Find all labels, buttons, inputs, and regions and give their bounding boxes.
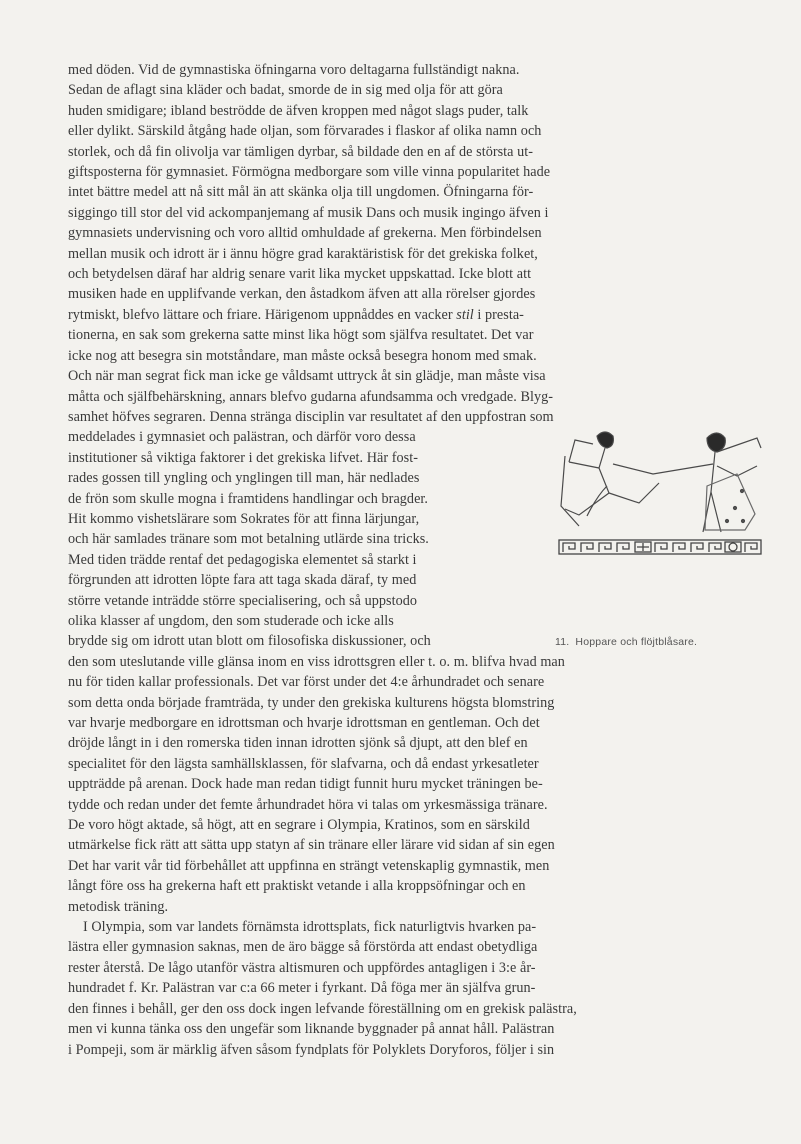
text-line: långt före oss ha grekerna haft ett praktiskt vetande i alla kroppsöfningar och en [68, 878, 526, 895]
text-line: metodisk träning. [68, 898, 169, 915]
text-line: Med tiden trädde rentaf det pedagogiska elementet så starkt i [68, 551, 417, 568]
text-line: som detta onda började framträda, ty under den grekiska kulturens högsta blomstring [68, 694, 555, 711]
text-line: giftsposterna för gymnasiet. Förmögna medborgare som ville vinna popularitet hade [68, 164, 551, 181]
text-line: den som uteslutande ville glänsa inom en viss idrottsgren eller t. o. m. blifva hvad man [68, 653, 565, 670]
text-line: med döden. Vid de gymnastiska öfningarna voro deltagarna fullständigt nakna. [68, 62, 520, 78]
vase-figure [557, 548, 771, 632]
text-line: rades gossen till yngling och ynglingen till man, här nedlades [68, 470, 420, 487]
text-line: men vi kunna tänka oss den ungefär som liknande byggnader på annat håll. Palästran [68, 1021, 555, 1038]
text-line: icke nog att besegra sin motståndare, man måste också besegra honom med smak. [68, 347, 537, 364]
text-line: tionerna, en sak som grekerna satte minst lika högt som själfva resultatet. Det var [68, 327, 534, 344]
text-line: den finnes i behåll, ger den oss dock ingen lefvande föreställning om en grekisk palästra, [68, 1000, 577, 1017]
figure-number: 11. [555, 636, 570, 648]
text-line: samhet höfves segraren. Denna stränga disciplin var resultatet af den uppfostran som [68, 408, 554, 425]
text-line: storlek, och då fin olivolja var tämligen dyrbar, så bildade den en af de största ut- [68, 143, 534, 160]
text-line: de frön som skulle mogna i framtidens handlingar och bragder. [68, 490, 429, 507]
text-line: lästra eller gymnasion saknas, men de äro bägge så förstörda att endast obetydliga [68, 939, 538, 956]
text-line: siggingo till stor del vid ackompanjemang af musik Dans och musik ingingo äfven i [68, 204, 549, 221]
figure-caption [555, 636, 755, 648]
figure-caption-text: Hoppare och flöjtblåsare. [575, 636, 698, 648]
text-line: måtta och själfbehärskning, annars blefvo gudarna afundsamma och vredgade. Blyg- [68, 388, 554, 405]
vase-painting-illustration [557, 416, 763, 556]
text-line: De voro högt aktade, så högt, att en segrare i Olympia, Kratinos, som en särskild [68, 817, 530, 834]
text-line: rytmiskt, blefvo lättare och friare. Härigenom uppnåddes en vacker stil i presta- [68, 306, 524, 323]
text-line: mellan musik och idrott är i ännu högre grad karaktäristisk för det grekiska folket, [68, 245, 538, 262]
text-line: utmärkelse fick rätt att sätta upp statyn af sin tränare eller lärare vid sidan af sin egen [68, 837, 555, 854]
text-line: hundradet f. Kr. Palästran var c:a 66 meter i fyrkant. Då föga mer än själfva grun- [68, 980, 536, 997]
text-line: Hit kommo vishetslärare som Sokrates för att finna lärjungar, [68, 510, 420, 527]
text-line: huden smidigare; ibland beströdde de äfven kroppen med något slags puder, talk [68, 102, 529, 119]
text-beside-figure [68, 427, 546, 651]
text-line: dröjde långt in i den romerska tiden innan idrotten sjönk så djupt, att den blef en [68, 735, 528, 752]
text-line: brydde sig om idrott utan blott om filosofiska diskussioner, och [68, 633, 431, 650]
text-line: rester återstå. De lågo utanför västra altismuren och uppfördes antagligen i 3:e år- [68, 959, 536, 976]
text-line: institutioner så viktiga faktorer i det grekiska lifvet. Här fost- [68, 449, 419, 466]
text-line: i Pompeji, som är märklig äfven såsom fyndplats för Polyklets Doryforos, följer i sin [68, 1041, 555, 1058]
text-line: I Olympia, som var landets förnämsta idrottsplats, fick naturligtvis hvarken pa- [83, 919, 537, 936]
text-line: specialitet för den lägsta samhällsklassen, för slafvarna, och då endast yrkesatleter [68, 755, 539, 772]
text-line: Det har varit vår tid förbehållet att uppfinna en strängt vetenskaplig gymnastik, men [68, 857, 550, 874]
text-line: intet bättre medel att nå sitt mål än att skänka olja till ungdomen. Öfningarna för- [68, 184, 534, 201]
text-line: musiken hade en upplifvande verkan, den åstadkom äfven att alla rörelser gjordes [68, 286, 536, 303]
text-line: gymnasiets undervisning och voro alltid omhuldade af grekerna. Men förbindelsen [68, 225, 542, 242]
text-line: Sedan de aflagt sina kläder och badat, smorde de in sig med olja för att göra [68, 82, 503, 99]
text-line: förgrunden att idrotten löpte fara att taga skada däraf, ty med [68, 572, 417, 589]
italic-word: stil [456, 306, 474, 323]
text-line: tydde och redan under det femte århundradet höra vi talas om yrkesmässiga tränare. [68, 796, 548, 813]
text-line: var hvarje medborgare en idrottsman och hvarje idrottsman en gentleman. Och det [68, 715, 540, 731]
text-line: större vetande inträdde större specialisering, och så uppstodo [68, 592, 418, 609]
text-line: uppträdde på arenan. Dock hade man redan tidigt funnit huru mycket träningen be- [68, 776, 543, 793]
text-line: olika klasser af ungdom, den som studerade och icke alls [68, 612, 394, 629]
text-line: nu för tiden kallar professionals. Det var först under det 4:e århundradet och senare [68, 674, 545, 691]
text-line: och här samlades tränare som mot betalning utlärde sina tricks. [68, 531, 429, 548]
text-line: eller dylikt. Särskild åtgång hade oljan, som förvarades i flaskor af olika namn och [68, 123, 542, 140]
text-line: Och när man segrat fick man icke ge våldsamt uttryck åt sin glädje, man måste visa [68, 368, 546, 385]
text-line: och betydelsen däraf har aldrig senare varit lika mycket uppskattad. Icke blott att [68, 266, 532, 283]
text-line: meddelades i gymnasiet och palästran, och därför voro dessa [68, 429, 416, 446]
